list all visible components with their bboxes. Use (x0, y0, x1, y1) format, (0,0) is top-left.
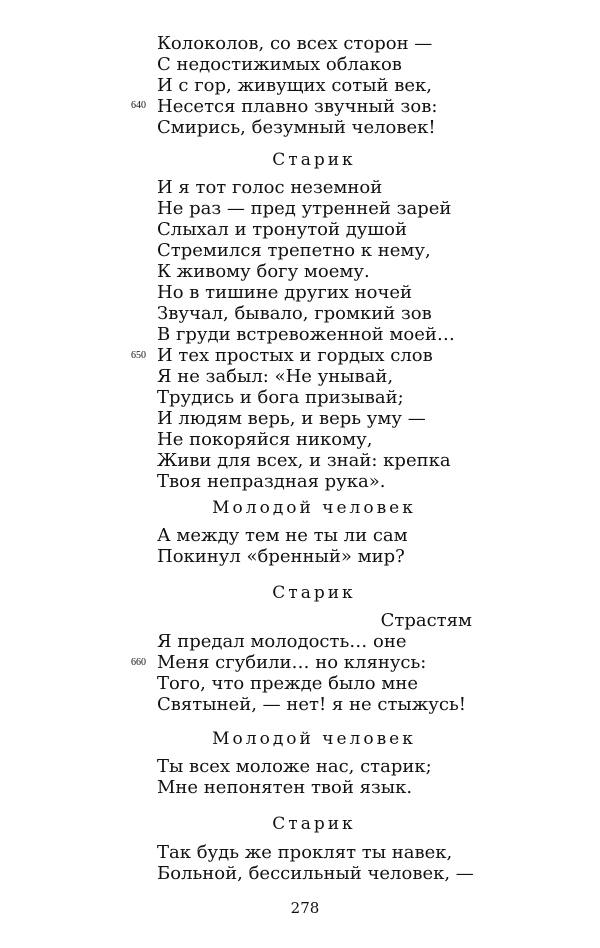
verse-line: Больной, бессильный человек, — (157, 863, 474, 884)
verse-line: И тех простых и гордых слов (157, 345, 433, 366)
verse-line: И я тот голос неземной (157, 177, 383, 198)
stanza-6 (157, 842, 474, 884)
speaker-heading: Старик (272, 814, 356, 834)
stanza-1 (157, 33, 437, 138)
verse-line: Ты всех моложе нас, старик; (157, 756, 432, 777)
verse-line: И с гор, живущих сотый век, (157, 75, 433, 96)
line-number: 640 (131, 100, 146, 111)
verse-line: Трудись и бога призывай; (157, 387, 404, 408)
stanza-2 (157, 177, 455, 492)
verse-line: Так будь же проклят ты навек, (157, 842, 453, 863)
verse-line: Смирись, безумный человек! (157, 117, 436, 138)
verse-line: Не раз — пред утренней зарей (157, 198, 452, 219)
verse-line: К живому богу моему. (157, 261, 370, 282)
verse-line: В груди встревоженной моей… (157, 324, 455, 345)
line-number: 660 (131, 657, 146, 668)
verse-line: Живи для всех, и знай: крепка (157, 450, 451, 471)
verse-line: Колоколов, со всех сторон — (157, 33, 433, 54)
verse-line: Меня сгубили… но клянусь: (157, 652, 427, 673)
verse-line: Святыней, — нет! я не стыжусь! (157, 694, 466, 715)
speaker-heading: Молодой человек (212, 498, 416, 518)
page-number: 278 (290, 899, 320, 917)
verse-line: Стремился трепетно к нему, (157, 240, 431, 261)
stanza-3 (157, 525, 408, 567)
verse-line: Мне непонятен твой язык. (157, 777, 413, 798)
speaker-heading: Молодой человек (212, 729, 416, 749)
stanza-5 (157, 756, 432, 798)
verse-line: А между тем не ты ли сам (157, 525, 408, 546)
line-number: 650 (131, 350, 146, 361)
verse-line: С недостижимых облаков (157, 54, 402, 75)
speaker-heading: Старик (272, 583, 356, 603)
verse-line: Покинул «бренный» мир? (157, 546, 405, 567)
verse-line: Но в тишине других ночей (157, 282, 413, 303)
verse-line: Слыхал и тронутой душой (157, 219, 407, 240)
stanza-4 (157, 631, 466, 715)
verse-line-indented: Страстям (380, 610, 472, 631)
verse-line: Звучал, бывало, громкий зов (157, 303, 432, 324)
verse-line: И людям верь, и верь уму — (157, 408, 426, 429)
verse-line: Не покоряйся никому, (157, 429, 373, 450)
speaker-heading: Старик (272, 150, 356, 170)
verse-line: Я не забыл: «Не унывай, (157, 366, 394, 387)
verse-line: Твоя непраздная рука». (157, 471, 386, 492)
verse-line: Несется плавно звучный зов: (157, 96, 438, 117)
verse-line: Я предал молодость… оне (157, 631, 407, 652)
verse-line: Того, что прежде было мне (157, 673, 418, 694)
